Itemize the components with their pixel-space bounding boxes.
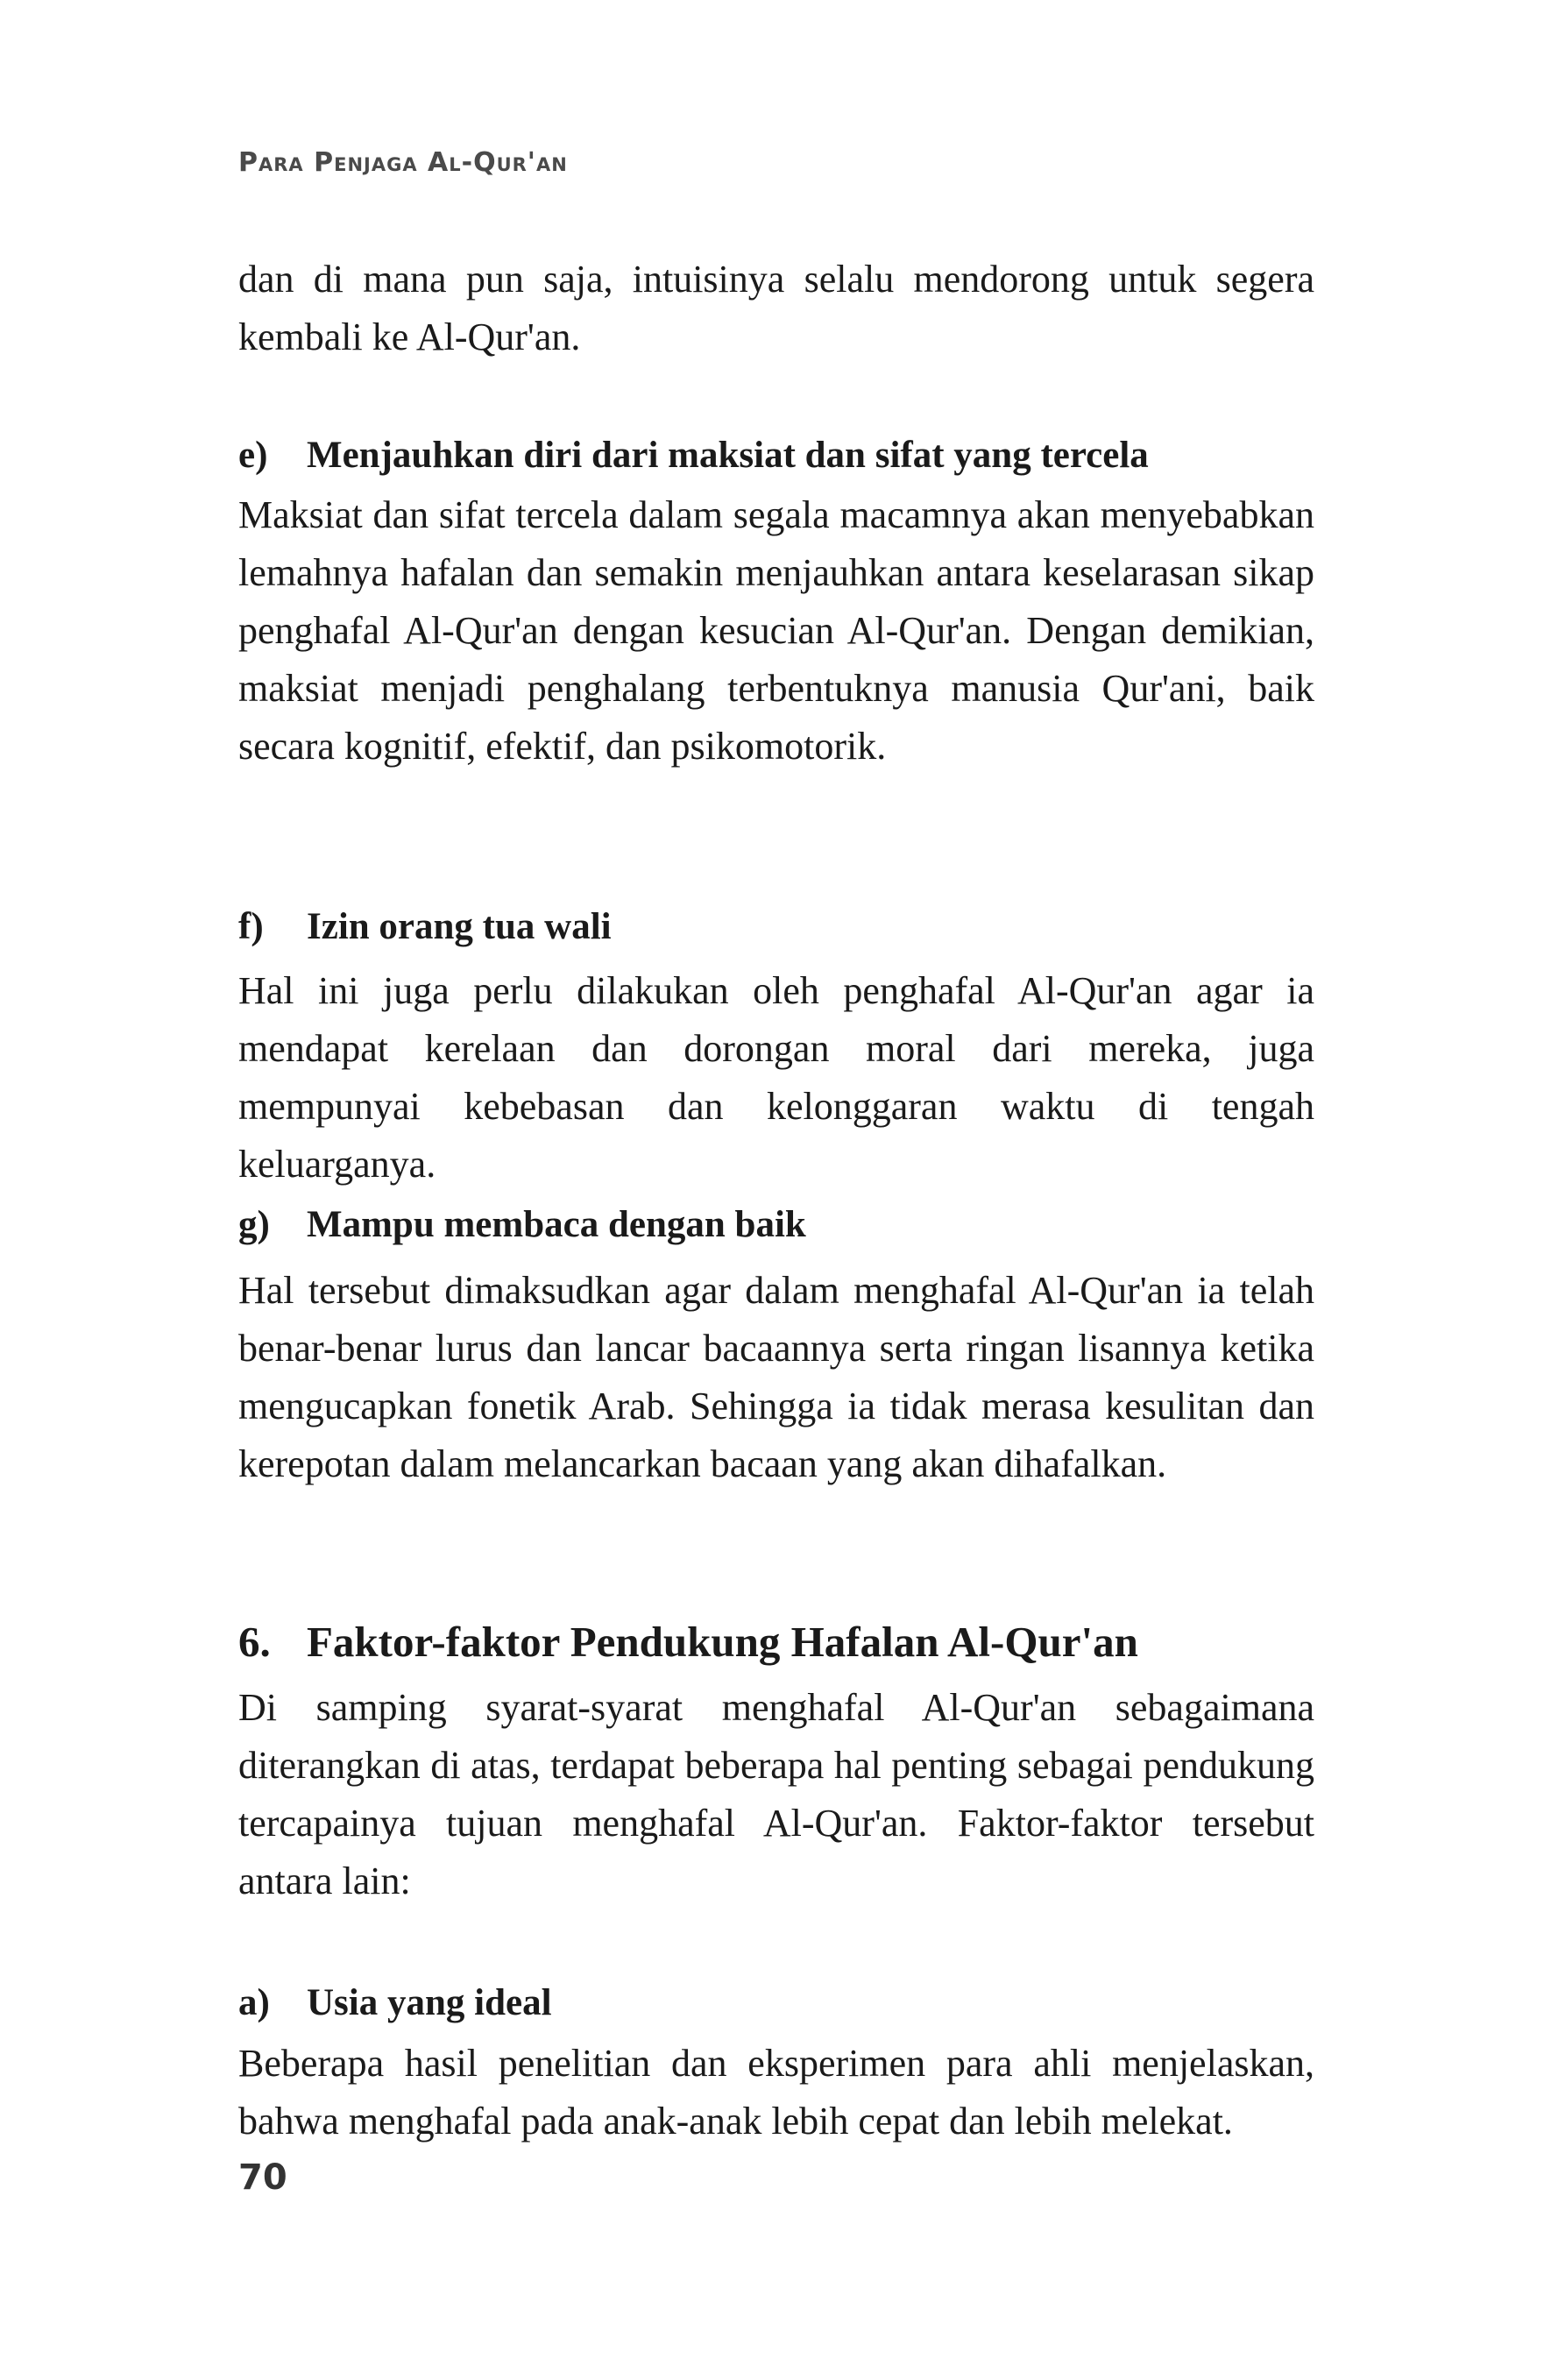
- section-body-6: Di samping syarat-syarat menghafal Al-Qur'an sebagaimana diterangkan di atas, terdapat beberapa hal penting sebagai pendukung tercapainya tujuan menghafal Al-Qur'an. Faktor-faktor tersebut antara lain:: [238, 1686, 1314, 1902]
- section-body-g: Hal tersebut dimaksudkan agar dalam menghafal Al-Qur'an ia telah benar-benar lurus dan lancar bacaannya serta ringan lisannya ketika mengucapkan fonetik Arab. Sehingga ia tidak merasa kesulitan dan kerepotan dalam melancarkan bacaan yang akan dihafalkan.: [238, 1269, 1314, 1485]
- section-heading-g: [238, 1199, 1314, 1251]
- section-title: Faktor-faktor Pendukung Hafalan Al-Qur'an: [307, 1618, 1138, 1666]
- section-title: Izin orang tua wali: [307, 906, 612, 947]
- intro-paragraph: dan di mana pun saja, intuisinya selalu mendorong untuk segera kembali ke Al-Qur'an.: [238, 258, 1314, 358]
- page-number: 70: [238, 2157, 287, 2198]
- section-heading-e: [238, 429, 1314, 482]
- section-title: Menjauhkan diri dari maksiat dan sifat yang tercela: [307, 435, 1149, 476]
- section-number: g): [238, 1204, 270, 1245]
- section-number: a): [238, 1982, 270, 2023]
- section-number: f): [238, 906, 264, 947]
- section-heading-a: [238, 1977, 1314, 2029]
- section-body-a: Beberapa hasil penelitian dan eksperimen para ahli menjelaskan, bahwa menghafal pada anak-anak lebih cepat dan lebih melekat.: [238, 2042, 1314, 2143]
- section-body-e: Maksiat dan sifat tercela dalam segala macamnya akan menyebabkan lemahnya hafalan dan semakin menjauhkan antara keselarasan sikap penghafal Al-Qur'an dengan kesucian Al-Qur'an. Dengan demikian, maksiat menjadi penghalang terbentuknya manusia Qur'ani, baik secara kognitif, efektif, dan psikomotorik.: [238, 493, 1314, 768]
- section-title: Mampu membaca dengan baik: [307, 1204, 806, 1245]
- section-number: e): [238, 435, 268, 476]
- section-heading-f: [238, 901, 1314, 953]
- book-page: [238, 0, 1314, 2380]
- running-head: Para Penjaga Al-Qur'an: [238, 147, 568, 178]
- section-number: 6.: [238, 1618, 271, 1666]
- section-heading-6: [238, 1616, 1314, 1668]
- section-title: Usia yang ideal: [307, 1982, 552, 2023]
- section-body-f: Hal ini juga perlu dilakukan oleh penghafal Al-Qur'an agar ia mendapat kerelaan dan dorongan moral dari mereka, juga mempunyai kebebasan dan kelonggaran waktu di tengah keluarganya.: [238, 969, 1314, 1186]
